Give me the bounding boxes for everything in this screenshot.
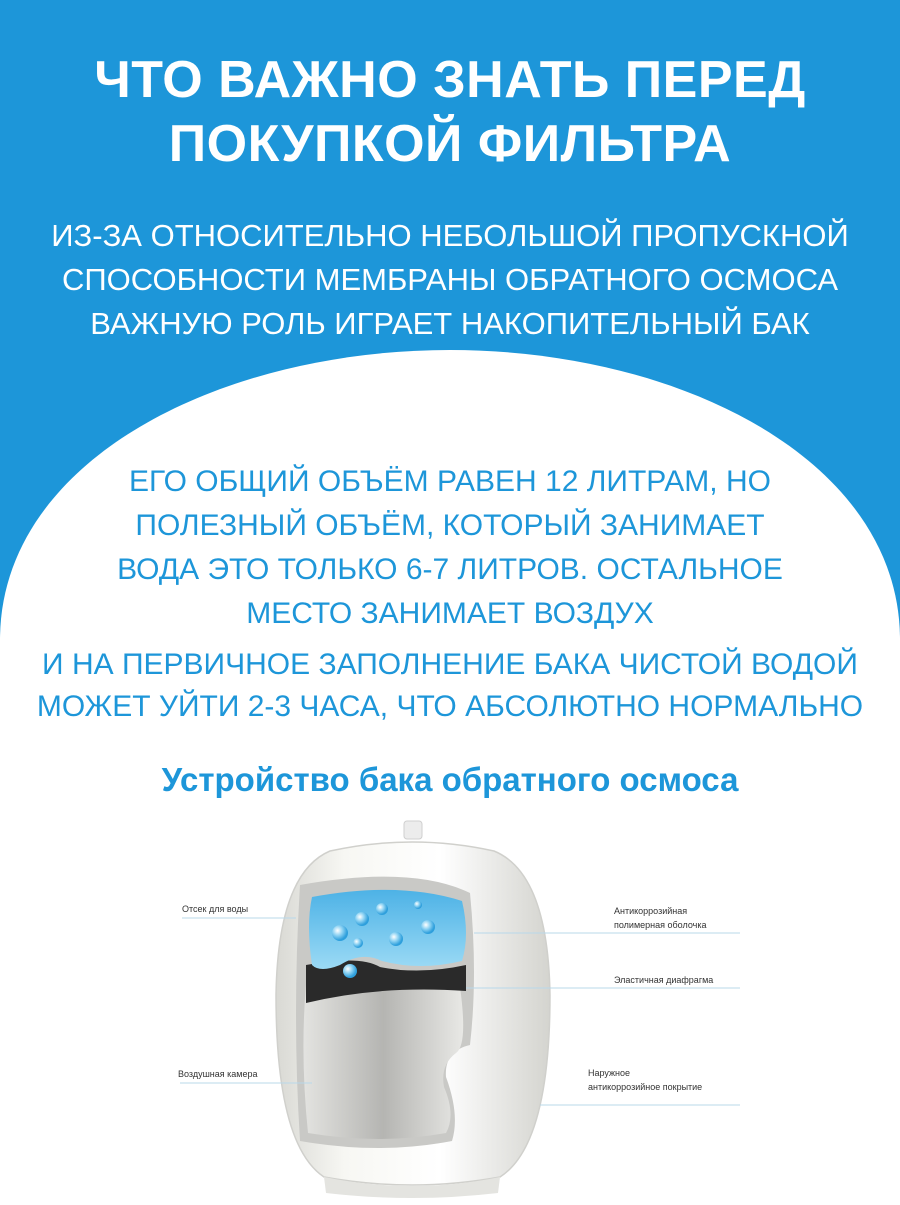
- main-heading: [0, 48, 900, 176]
- bubble: [343, 964, 357, 978]
- label-shell-line-1: Антикоррозийная: [614, 906, 688, 916]
- bubble: [421, 920, 435, 934]
- bubble: [353, 938, 363, 948]
- tank-valve: [404, 821, 422, 839]
- bubble: [355, 912, 369, 926]
- fill-line-1: И НА ПЕРВИЧНОЕ ЗАПОЛНЕНИЕ БАКА ЧИСТОЙ ВОДОЙ: [42, 648, 858, 681]
- fill-line-2: МОЖЕТ УЙТИ 2-3 ЧАСА, ЧТО АБСОЛЮТНО НОРМАЛЬНО: [36, 690, 864, 723]
- label-shell-line-2: полимерная оболочка: [614, 920, 707, 930]
- tank-diagram: [0, 815, 900, 1200]
- label-diaphragm: Эластичная диафрагма: [614, 975, 714, 985]
- air-chamber: [303, 981, 463, 1139]
- volume-line-4: МЕСТО ЗАНИМАЕТ ВОЗДУХ: [246, 597, 654, 630]
- water-compartment: [309, 890, 466, 969]
- label-coating-line-2: антикоррозийное покрытие: [588, 1082, 703, 1092]
- diagram-title: Устройство бака обратного осмоса: [161, 761, 739, 798]
- intro-text: [0, 214, 900, 346]
- heading-line-2: ПОКУПКОЙ ФИЛЬТРА: [168, 115, 732, 173]
- label-water-compartment: Отсек для воды: [182, 904, 249, 914]
- volume-text: [0, 460, 900, 636]
- label-coating-line-1: Наружное: [588, 1068, 631, 1078]
- intro-line-1: ИЗ-ЗА ОТНОСИТЕЛЬНО НЕБОЛЬШОЙ ПРОПУСКНОЙ: [51, 218, 849, 253]
- bubble: [414, 901, 422, 909]
- heading-line-1: ЧТО ВАЖНО ЗНАТЬ ПЕРЕД: [94, 51, 806, 109]
- volume-line-1: ЕГО ОБЩИЙ ОБЪЁМ РАВЕН 12 ЛИТРАМ, НО: [129, 465, 771, 498]
- bubble: [376, 903, 388, 915]
- bubble: [332, 925, 348, 941]
- tank-illustration: [0, 815, 900, 1200]
- volume-line-2: ПОЛЕЗНЫЙ ОБЪЁМ, КОТОРЫЙ ЗАНИМАЕТ: [135, 509, 765, 542]
- fill-time-text: [0, 644, 900, 728]
- label-air-chamber: Воздушная камера: [178, 1069, 258, 1079]
- intro-line-2: СПОСОБНОСТИ МЕМБРАНЫ ОБРАТНОГО ОСМОСА: [61, 262, 838, 297]
- volume-line-3: ВОДА ЭТО ТОЛЬКО 6-7 ЛИТРОВ. ОСТАЛЬНОЕ: [117, 553, 783, 586]
- bubble: [389, 932, 403, 946]
- intro-line-3: ВАЖНУЮ РОЛЬ ИГРАЕТ НАКОПИТЕЛЬНЫЙ БАК: [90, 306, 810, 341]
